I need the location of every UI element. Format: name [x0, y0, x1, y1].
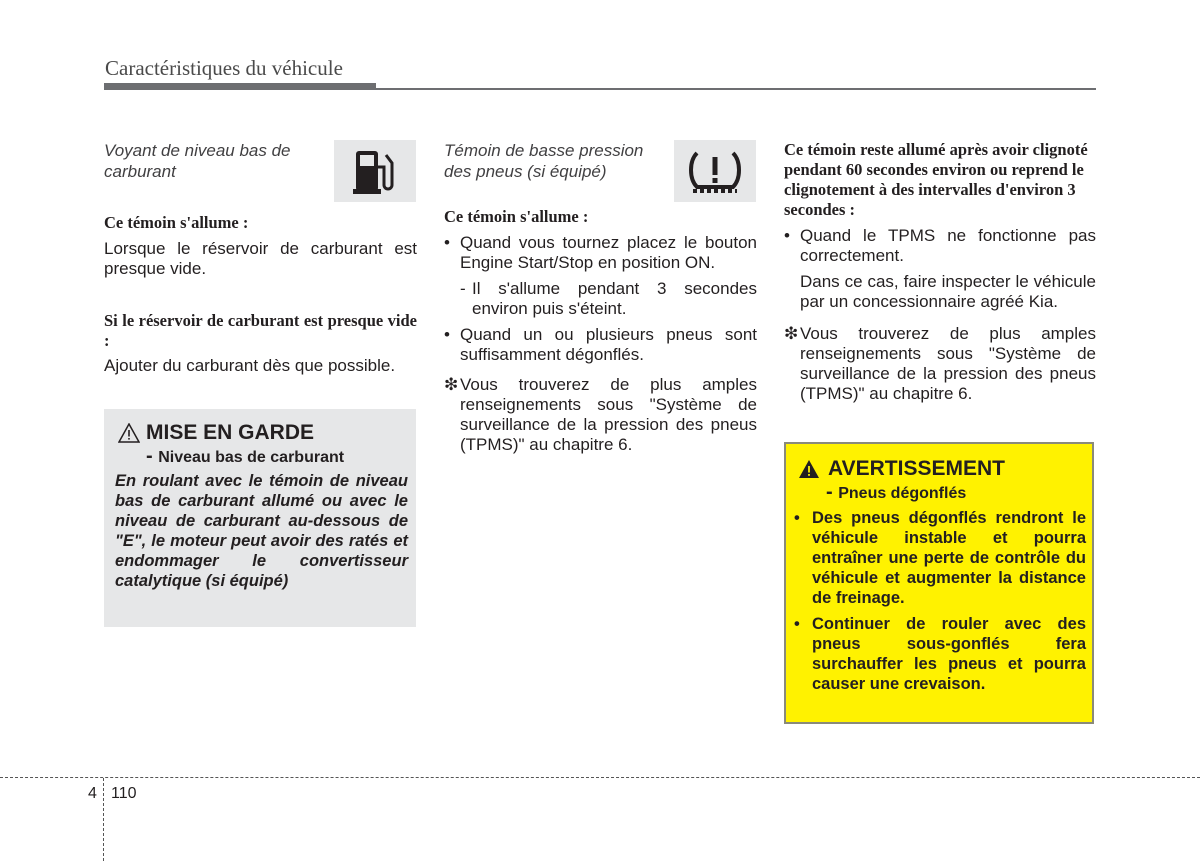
list-item-text: Quand vous tournez placez le bouton Engine Start/Stop en position ON.	[460, 233, 757, 272]
list-item: • Quand vous tournez placez le bouton Engine Start/Stop en position ON.	[444, 233, 757, 272]
footer-divider	[103, 778, 104, 861]
fuel-text-1: Lorsque le réservoir de carburant est presque vide.	[104, 239, 417, 278]
list-item-extra: Dans ce cas, faire inspecter le véhicule par un concessionnaire agréé Kia.	[800, 272, 1096, 311]
caution-body: En roulant avec le témoin de niveau bas de carburant allumé ou avec le niveau de carburant au-dessous de "E", le moteur peut avoir des ratés et endommager le convertisseur catalytique (si équipé)	[115, 472, 408, 590]
fuel-pump-icon	[350, 145, 400, 197]
warning-triangle-icon	[118, 423, 140, 443]
list-item-text: Continuer de rouler avec des pneus sous-gonflés fera surchauffer les pneus et pourra causer une crevaison.	[812, 615, 1086, 693]
tpms-list-2	[784, 226, 1096, 404]
caution-title-row	[118, 421, 314, 445]
fuel-warning-heading-block	[104, 140, 334, 182]
fuel-icon-box	[334, 140, 416, 202]
caution-subtitle-row: - Niveau bas de carburant	[146, 445, 345, 467]
tpms-intro: Ce témoin reste allumé après avoir clignoté pendant 60 secondes environ ou reprend le clignotement à des intervalles d'environ 3 secondes :	[784, 140, 1088, 219]
fuel-subheading-2: Si le réservoir de carburant est presque vide :	[104, 311, 417, 350]
list-item: • Des pneus dégonflés rendront le véhicule instable et pourra entraîner une perte de contrôle du véhicule et augmenter la distance de freinage.	[794, 509, 1086, 607]
warning-subtitle-row: - Pneus dégonflés	[826, 481, 967, 503]
list-item-text: Des pneus dégonflés rendront le véhicule instable et pourra entraîner une perte de contrôle du véhicule et augmenter la distance de freinage.	[812, 509, 1086, 607]
page-number: 110	[111, 785, 137, 802]
footer-rule	[0, 777, 1200, 778]
tire-pressure-icon	[685, 147, 745, 195]
tpms-heading-block	[444, 140, 669, 182]
tpms-heading: Témoin de basse pression des pneus (si équipé)	[444, 141, 644, 181]
warning-triangle-icon	[798, 459, 820, 479]
fuel-text-2: Ajouter du carburant dès que possible.	[104, 356, 396, 375]
warning-subtitle: Pneus dégonflés	[838, 485, 967, 502]
note-item: ❇ Vous trouverez de plus amples renseignements sous "Système de surveillance de la pression des pneus (TPMS)" au chapitre 6.	[444, 375, 757, 454]
note-text: Vous trouverez de plus amples renseignements sous "Système de surveillance de la pression des pneus (TPMS)" au chapitre 6.	[800, 324, 1096, 403]
list-subitem: - Il s'allume pendant 3 secondes environ puis s'éteint.	[460, 279, 757, 318]
note-item: ❇ Vous trouverez de plus amples renseignements sous "Système de surveillance de la pression des pneus (TPMS)" au chapitre 6.	[784, 324, 1096, 403]
fuel-subheading-1: Ce témoin s'allume :	[104, 213, 249, 232]
warning-title: AVERTISSEMENT	[828, 457, 1005, 480]
page-header-title: Caractéristiques du véhicule	[105, 56, 343, 80]
chapter-number: 4	[88, 785, 97, 802]
caution-subtitle: Niveau bas de carburant	[158, 449, 345, 466]
warning-list	[794, 508, 1086, 694]
tpms-list	[444, 233, 757, 455]
list-subitem-text: Il s'allume pendant 3 secondes environ puis s'éteint.	[472, 279, 757, 318]
list-item: • Continuer de rouler avec des pneus sous-gonflés fera surchauffer les pneus et pourra causer une crevaison.	[794, 615, 1086, 693]
caution-box	[104, 409, 416, 627]
tpms-subheading-1: Ce témoin s'allume :	[444, 207, 589, 226]
list-item: • Quand le TPMS ne fonctionne pas correctement.	[784, 226, 1096, 265]
list-item-text: Quand le TPMS ne fonctionne pas correctement.	[800, 226, 1096, 265]
tpms-icon-box	[674, 140, 756, 202]
list-item: • Quand un ou plusieurs pneus sont suffisamment dégonflés.	[444, 325, 757, 364]
caution-title: MISE EN GARDE	[146, 421, 315, 444]
warning-box	[784, 442, 1094, 724]
fuel-warning-heading: Voyant de niveau bas de carburant	[104, 141, 291, 181]
header-rule-accent	[104, 83, 376, 90]
note-text: Vous trouverez de plus amples renseignements sous "Système de surveillance de la pression des pneus (TPMS)" au chapitre 6.	[460, 375, 757, 454]
list-item-text: Quand un ou plusieurs pneus sont suffisamment dégonflés.	[460, 325, 757, 364]
warning-title-row	[798, 457, 1005, 481]
